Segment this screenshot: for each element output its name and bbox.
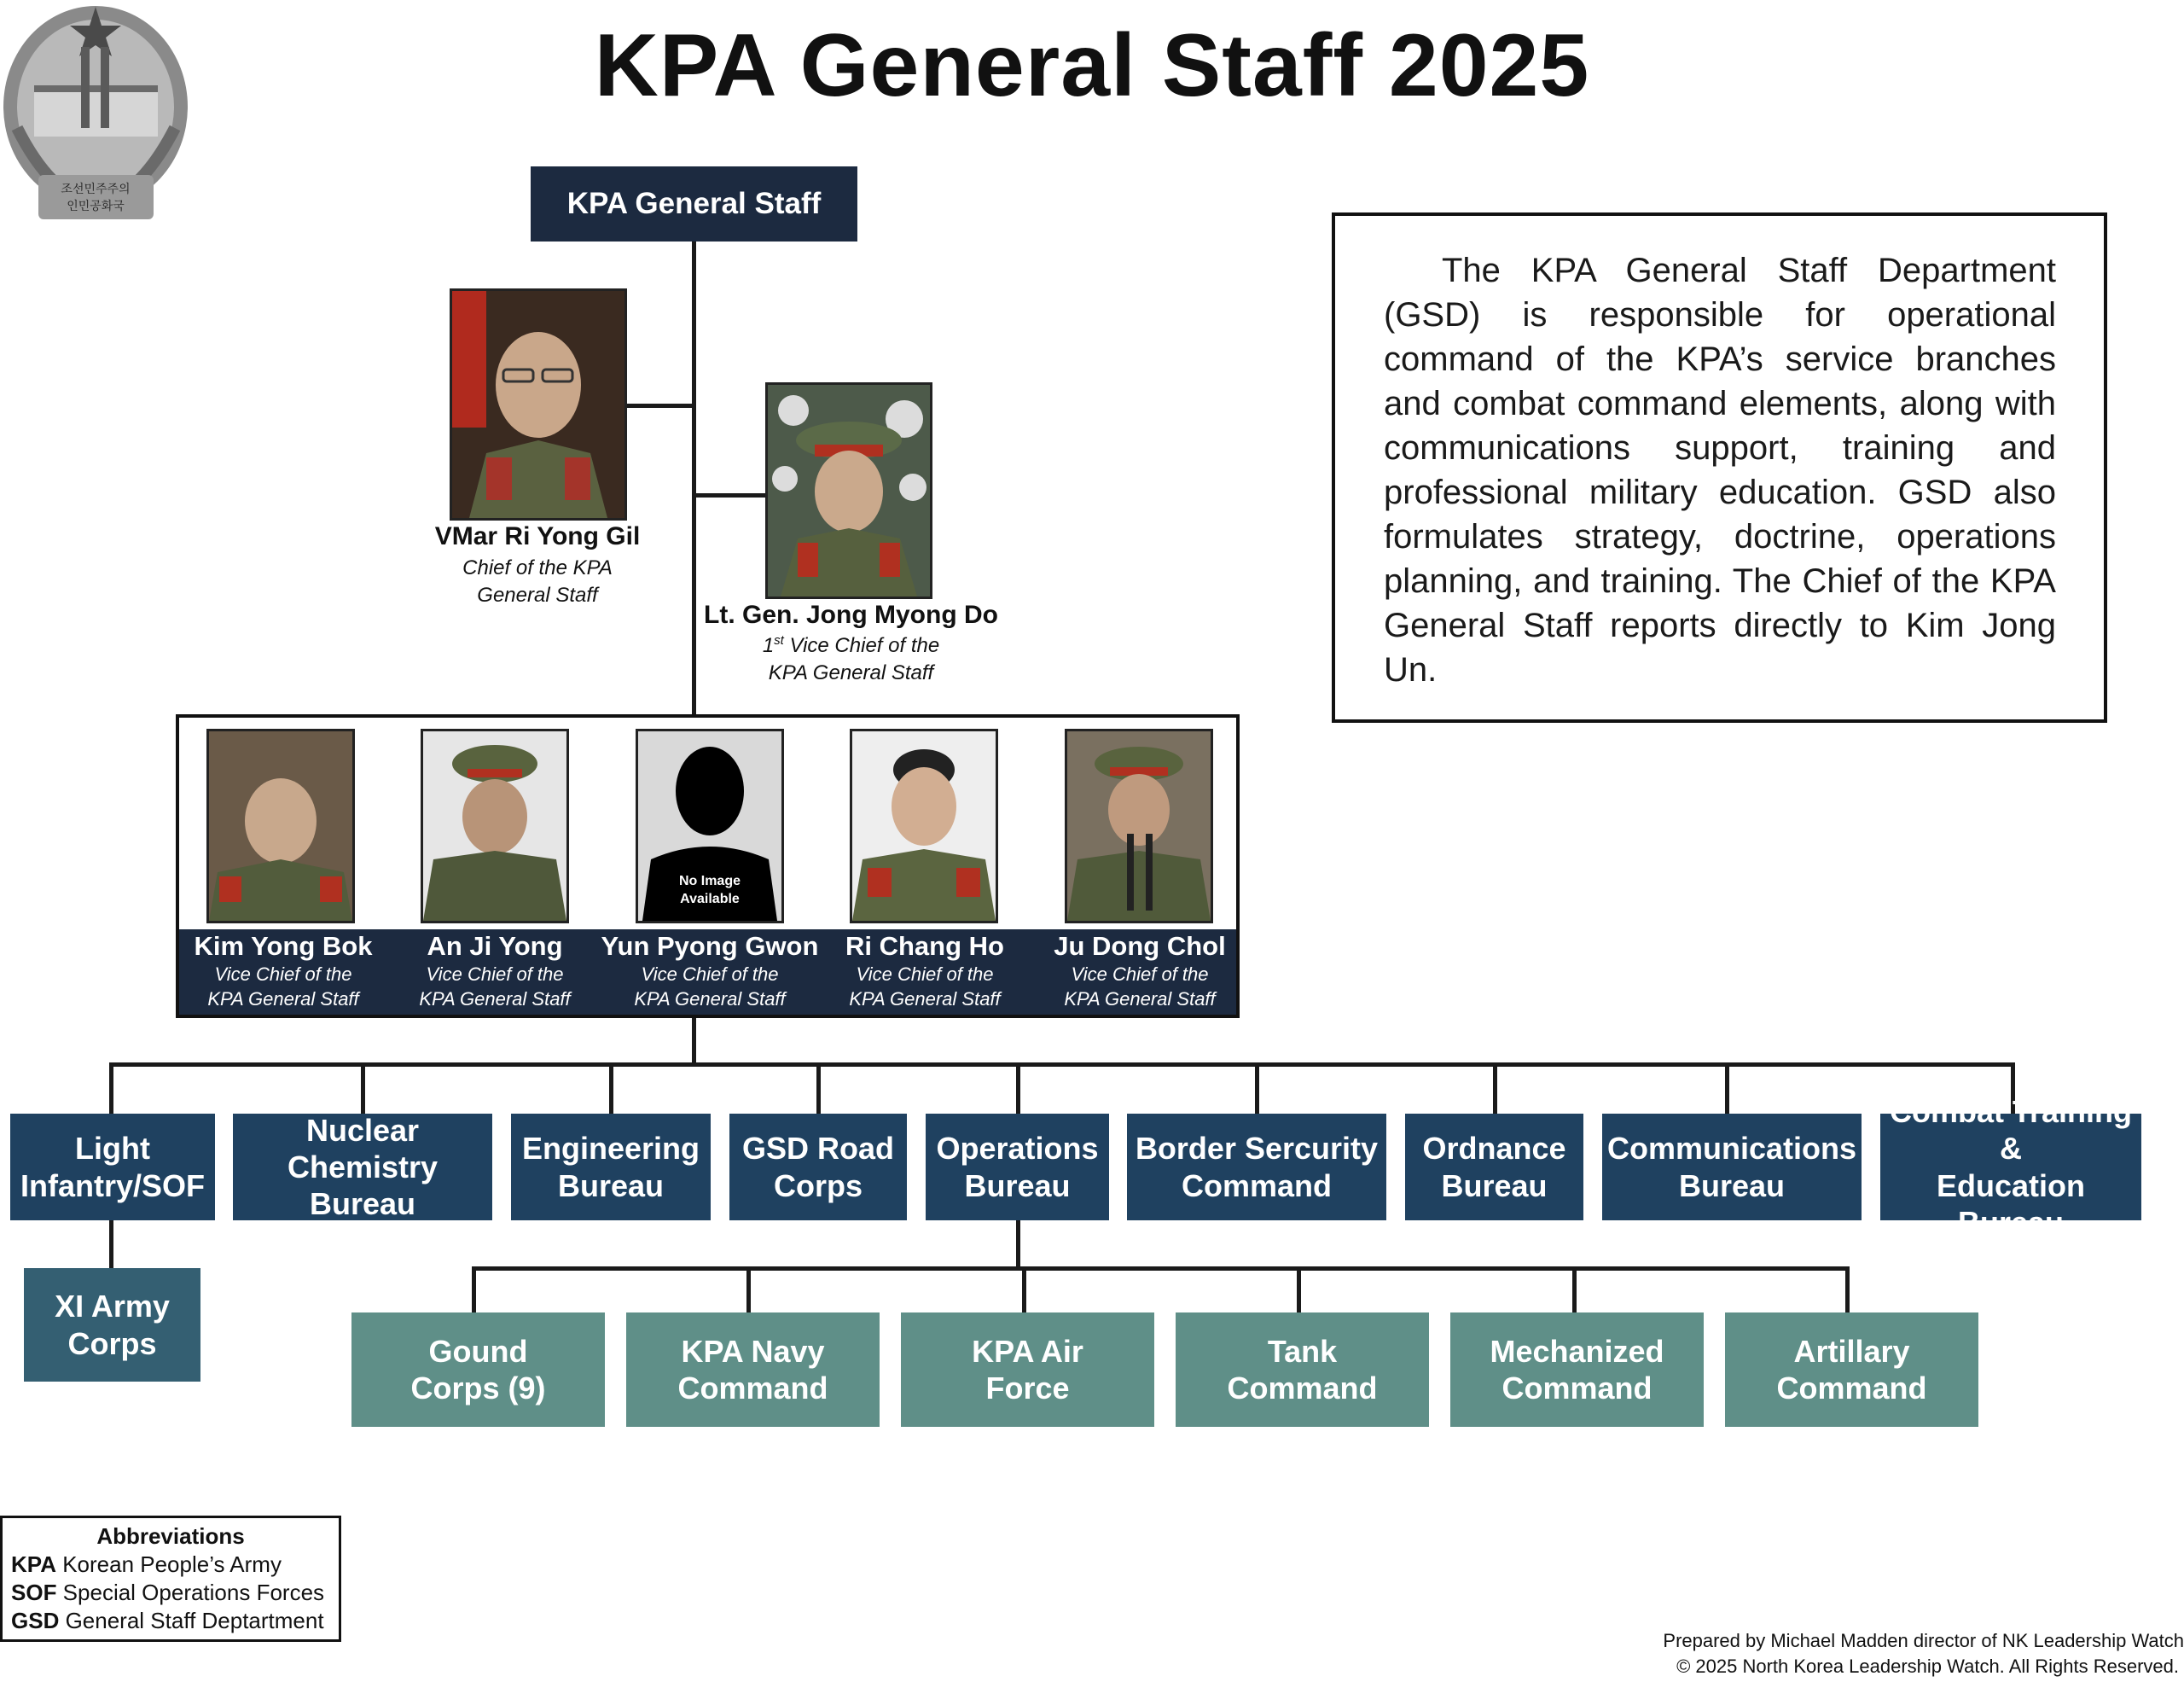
node-ground-corps	[351, 1312, 605, 1427]
node-label-line2: Command	[677, 1371, 828, 1406]
connector	[746, 1266, 751, 1312]
credit-line2: © 2025 North Korea Leadership Watch. All Rights Reserved.	[1676, 1656, 2179, 1677]
node-label-line2: Chemistry Bureau	[287, 1149, 439, 1222]
vice-chief-portrait-2	[421, 729, 569, 923]
connector	[1493, 1062, 1497, 1114]
connector	[109, 1062, 113, 1114]
chief-role	[375, 555, 700, 610]
node-communications-bureau	[1602, 1114, 1862, 1220]
node-label-line2: Corps (9)	[410, 1371, 546, 1406]
abbreviation-item	[11, 1579, 330, 1607]
abbreviation-item	[11, 1551, 330, 1579]
node-label-line2: Command	[1776, 1371, 1927, 1406]
node-operations-bureau	[926, 1114, 1109, 1220]
vice-chief-role-line1: Vice Chief of the	[856, 963, 994, 985]
vice-chief-role-line2: KPA General Staff	[1064, 987, 1216, 1010]
connector	[1572, 1266, 1577, 1312]
node-label-line2: Bureau	[964, 1167, 1071, 1203]
node-label-line1: GSD Road	[741, 1131, 894, 1167]
vice-chief-name-5: Ju Dong Chol	[1054, 931, 1226, 961]
vice-chief-portrait-3	[636, 729, 784, 923]
svg-text:조선민주주의: 조선민주주의	[61, 183, 131, 196]
chief-role-line2: General Staff	[477, 584, 598, 608]
vice-chiefs-panel	[176, 714, 1240, 1018]
node-label-line1: Combat Training &	[1889, 1094, 2132, 1167]
node-kpa-navy-command	[626, 1312, 880, 1427]
vice-chief-portrait-1	[206, 729, 355, 923]
first-vice-role-line1: Vice Chief of the	[783, 634, 940, 657]
chief-role-line1: Chief of the KPA	[462, 556, 613, 579]
vice-chief-role-1	[179, 963, 387, 1011]
node-label-line2: Force	[985, 1371, 1070, 1406]
connector	[694, 493, 767, 498]
vice-chief-name-1: Kim Yong Bok	[194, 931, 373, 961]
connector	[609, 1062, 613, 1114]
connector	[109, 1219, 113, 1268]
vice-chief-role-4	[821, 963, 1029, 1011]
vice-chief-role-line2: KPA General Staff	[419, 987, 571, 1010]
node-light-infantry-sof	[10, 1114, 215, 1220]
connector	[1255, 1062, 1259, 1114]
connector	[692, 1016, 696, 1067]
connector	[1297, 1266, 1301, 1312]
chief-portrait	[450, 288, 627, 521]
abbreviation-term: GSD	[11, 1608, 60, 1633]
node-label-line1: Ordnance	[1422, 1131, 1566, 1167]
node-label-line2: Bureau	[557, 1167, 665, 1203]
abbreviation-term: SOF	[11, 1580, 57, 1605]
first-vice-chief-role	[682, 632, 1019, 688]
node-kpa-air-force	[901, 1312, 1154, 1427]
vice-chief-role-line2: KPA General Staff	[207, 987, 359, 1010]
vice-chief-name-2: An Ji Yong	[427, 931, 563, 961]
node-label-line1: Light	[75, 1131, 150, 1167]
node-xi-army-corps	[24, 1268, 200, 1382]
connector	[1725, 1062, 1729, 1114]
connector	[1016, 1062, 1020, 1114]
connector	[1845, 1266, 1850, 1312]
node-label-line1: Tank	[1267, 1333, 1338, 1369]
no-image-line1: No Image	[678, 874, 741, 888]
vice-chief-role-line1: Vice Chief of the	[426, 963, 564, 985]
node-label-line1: KPA Air	[972, 1333, 1083, 1369]
connector	[472, 1266, 1850, 1271]
connector	[472, 1266, 476, 1312]
page-title: KPA General Staff 2025	[594, 16, 1590, 115]
node-gsd-road-corps	[729, 1114, 907, 1220]
abbreviation-meaning: Korean People’s Army	[55, 1551, 282, 1577]
vice-chief-portrait-5	[1065, 729, 1213, 923]
abbreviations-heading: Abbreviations	[96, 1523, 245, 1549]
vice-chief-role-5	[1036, 963, 1244, 1011]
connector	[361, 1062, 365, 1114]
node-label-line1: Border Sercurity	[1135, 1131, 1379, 1167]
no-image-label	[638, 872, 781, 908]
node-label-line2: Command	[1502, 1371, 1653, 1406]
vice-chief-role-2	[391, 963, 599, 1011]
node-label-line1: Operations	[936, 1131, 1099, 1167]
node-label-line2: Command	[1227, 1371, 1378, 1406]
node-label-line1: Artillary	[1793, 1333, 1910, 1369]
node-artillery-command	[1725, 1312, 1978, 1427]
node-mechanized-command	[1450, 1312, 1704, 1427]
description-box	[1332, 212, 2107, 723]
first-vice-role-ordinal: 1	[762, 634, 775, 657]
node-label: KPA General Staff	[566, 187, 822, 220]
node-label-line1: KPA Navy	[681, 1333, 825, 1369]
credit-line1: Prepared by Michael Madden director of NK Leadership Watch	[1663, 1630, 2184, 1651]
chief-name: VMar Ri Yong Gil	[434, 522, 641, 550]
node-label-line2: Corps	[67, 1325, 157, 1361]
abbreviations-box	[0, 1516, 341, 1642]
abbreviation-term: KPA	[11, 1551, 56, 1577]
vice-chief-role-line1: Vice Chief of the	[214, 963, 352, 985]
node-engineering-bureau	[511, 1114, 711, 1220]
first-vice-role-sup: st	[774, 633, 784, 648]
node-label-line1: Engineering	[521, 1131, 700, 1167]
node-label-line2: Corps	[773, 1167, 863, 1203]
connector	[625, 404, 694, 408]
no-image-line2: Available	[680, 892, 740, 906]
node-label-line1: Communications	[1606, 1131, 1857, 1167]
node-nuclear-chemistry-bureau	[233, 1114, 492, 1220]
vice-chief-role-3	[603, 963, 816, 1011]
node-label-line2: Education Bureau	[1936, 1167, 2085, 1240]
node-label-line1: Nuclear	[305, 1112, 420, 1148]
vice-chief-portrait-4	[850, 729, 998, 923]
description-text: The KPA General Staff Department (GSD) is responsible for operational command of the KPA’s service branches and combat command elements, along with communications support, training and professional military education. GSD also formulates strategy, doctrine, operations planning, and training. The Chief of the KPA General Staff reports directly to Kim Jong Un.	[1384, 252, 2056, 689]
connector	[1022, 1266, 1026, 1312]
vice-chief-name-4: Ri Chang Ho	[845, 931, 1004, 961]
node-label-line2: Bureau	[1441, 1167, 1548, 1203]
node-label-line1: XI Army	[55, 1289, 170, 1324]
vice-chief-role-line1: Vice Chief of the	[1071, 963, 1209, 985]
node-tank-command	[1176, 1312, 1429, 1427]
first-vice-chief-name: Lt. Gen. Jong Myong Do	[704, 601, 998, 629]
node-label-line2: Bureau	[1678, 1167, 1786, 1203]
vice-chief-role-line2: KPA General Staff	[849, 987, 1001, 1010]
node-label-line1: Gound	[428, 1333, 528, 1369]
abbreviation-meaning: Special Operations Forces	[56, 1580, 325, 1605]
node-border-security-command	[1127, 1114, 1386, 1220]
abbreviation-meaning: General Staff Deptartment	[59, 1608, 324, 1633]
node-label-line2: Infantry/SOF	[20, 1167, 206, 1203]
connector	[1016, 1219, 1020, 1270]
node-label-line2: Command	[1181, 1167, 1332, 1203]
node-label-line1: Mechanized	[1490, 1333, 1664, 1369]
vice-chief-name-3: Yun Pyong Gwon	[601, 931, 819, 961]
abbreviation-item	[11, 1607, 330, 1635]
node-ordnance-bureau	[1405, 1114, 1583, 1220]
first-vice-chief-portrait	[765, 382, 932, 599]
node-kpa-general-staff	[531, 166, 857, 242]
vice-chief-role-line2: KPA General Staff	[634, 987, 786, 1010]
connector	[816, 1062, 821, 1114]
first-vice-role-line2: KPA General Staff	[768, 661, 934, 685]
vice-chief-role-line1: Vice Chief of the	[641, 963, 779, 985]
node-combat-training-education-bureau	[1880, 1094, 2141, 1240]
svg-text:인민공화국: 인민공화국	[67, 200, 125, 213]
